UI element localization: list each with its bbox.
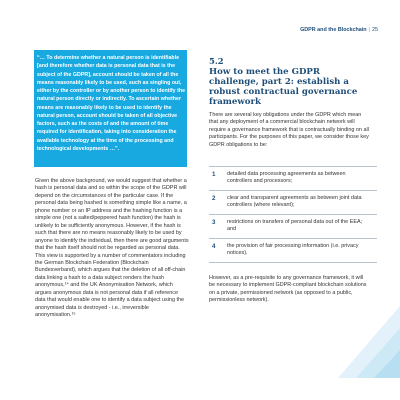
obligations-list [209, 166, 377, 263]
list-item-number: 1 [212, 171, 216, 178]
section-number: 5.2 [209, 56, 224, 66]
list-item-number: 2 [212, 194, 216, 202]
running-header-title: GDPR and the Blockchain [300, 27, 367, 33]
list-divider [209, 262, 377, 263]
list-item-text: restrictions on transfers of personal data out of the EEA; and [227, 218, 363, 233]
list-item [209, 167, 377, 190]
decorative-triangle-graphic [338, 306, 400, 378]
list-item-number: 4 [212, 242, 216, 250]
list-item-text: detailed data processing agreements as between controllers and processors; [227, 171, 346, 185]
section-intro-paragraph: There are several key obligations under the GDPR which mean that any deployment of a commercial blockchain network will require a governance framework that is contractually binding on all participants. For the purposes of this paper, we consider those key GDPR obligations to be: [209, 112, 369, 148]
left-body-paragraph: Given the above background, we would suggest that whether a hash is personal data and so within the scope of the GDPR will depend on the circumstances of the particular case. If the personal data being hashed is something simple like a name, a phone number or an IP address and the hashing function is a simple one (not a salted/peppered hash function) the hash is unlikely to be sufficiently anonymous. However, if the hash is such that there are no means reasonably likely to be used by anyone to identify the individual, then there are good arguments that the hash itself should not be regarded as personal data. This view is supported by a number of commentators including the German Blockchain Federation (Blockchain Bundesverband), which argues that the deletion of all off-chain data linking a hash to a data subject renders the hash anonymous,¹⁴ and the UK Anonymisation Network, which argues anonymous data is not personal data if all reference data that would enable one to identify a data subject using the anonymised data is destroyed - i.e., irreversible anonymisation.¹⁵ [35, 178, 189, 319]
list-item [209, 215, 377, 238]
pull-quote-text: “… To determine whether a natural person is identifiable [and therefore whether data is personal data that is the subject of the GDPR], account should be taken of all the means reasonably likely to be used, such as singling out, either by the controller or by another person to identify the natural person directly or indirectly. To ascertain whether means are reasonably likely to be used to identify the natural person, account should be taken of all objective factors, such as the costs of and the amount of time required for identification, taking into consideration the available technology at the time of the processing and technological developments …”. [37, 55, 186, 152]
list-item-text: clear and transparent agreements as between joint data controllers (where relevant); [227, 194, 362, 209]
list-item [209, 239, 377, 262]
header-separator: | [368, 27, 370, 33]
list-item-number: 3 [212, 218, 216, 226]
section-title: How to meet the GDPR challenge, part 2: establish a robust contractual governance framework [209, 67, 358, 107]
running-header [300, 27, 378, 33]
list-item-text: the provision of fair processing information (i.e. privacy notices). [227, 242, 359, 257]
page-number: 25 [372, 27, 378, 33]
section-closing-paragraph: However, as a pre-requisite to any governance framework, it will be necessary to implement GDPR-compliant blockchain solutions on a private, permissioned network (as opposed to a public, permissionless network). [209, 275, 367, 304]
list-item [209, 191, 377, 214]
